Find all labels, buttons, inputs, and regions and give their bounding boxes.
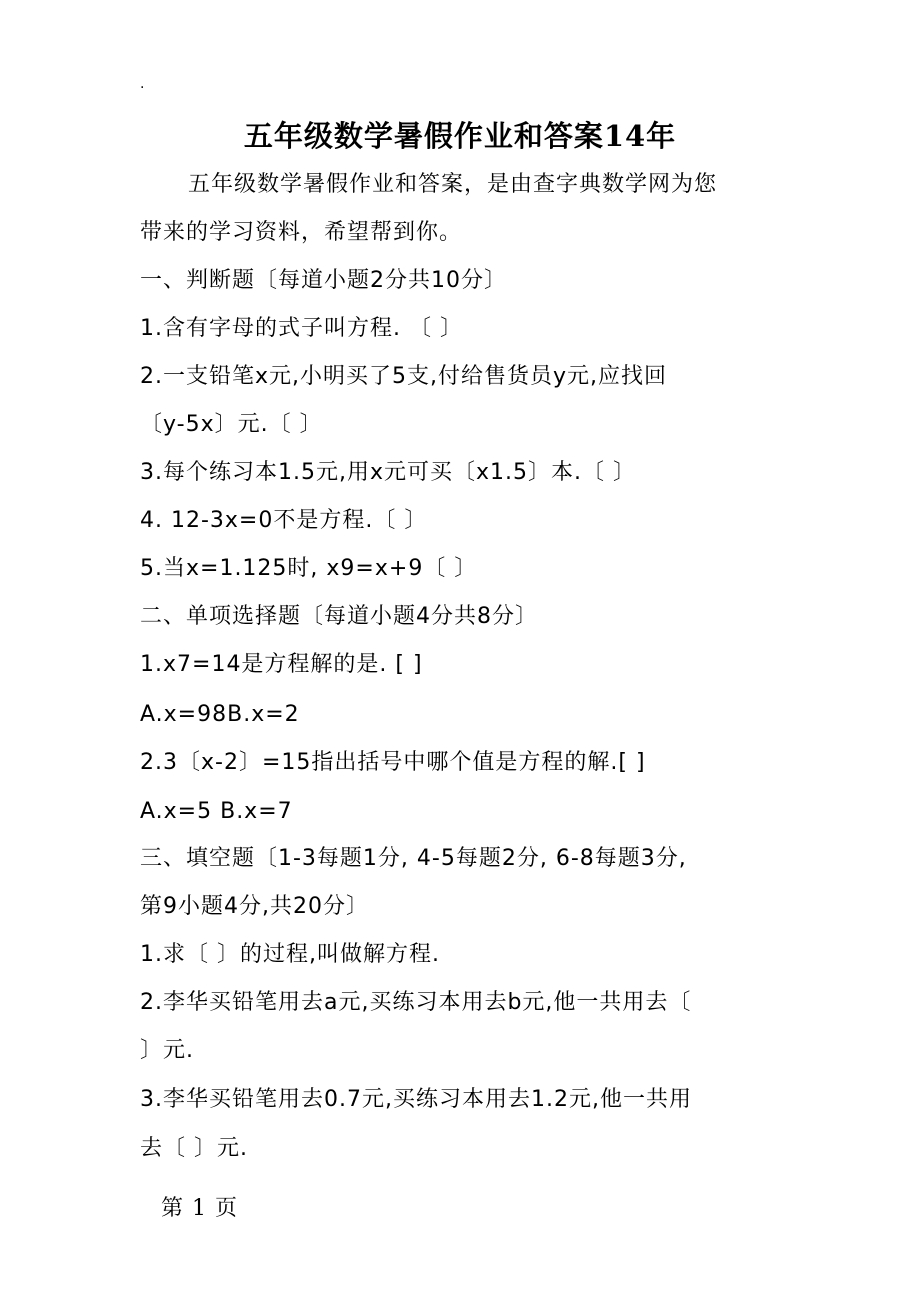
- question-line: 4. 12-3x=0不是方程.〔 〕: [140, 508, 428, 533]
- section-heading: 第9小题4分,共20分〕: [140, 894, 369, 919]
- intro-line: 带来的学习资料，希望帮到你。: [140, 220, 463, 245]
- question-line: 2.3〔x-2〕=15指出括号中哪个值是方程的解.[ ]: [140, 750, 646, 775]
- page-number: 第 1 页: [161, 1196, 238, 1221]
- question-line: 1.含有字母的式子叫方程. 〔 〕: [140, 316, 463, 341]
- section-heading: 三、填空题〔1-3每题1分, 4-5每题2分, 6-8每题3分,: [140, 846, 687, 871]
- question-line: 3.每个练习本1.5元,用x元可买〔x1.5〕本.〔 〕: [140, 460, 636, 485]
- question-line: 2.一支铅笔x元,小明买了5支,付给售货员y元,应找回: [140, 364, 668, 389]
- question-line: 2.李华买铅笔用去a元,买练习本用去b元,他一共用去〔: [140, 990, 692, 1015]
- section-heading: 一、判断题〔每道小题2分共10分〕: [140, 268, 507, 293]
- question-line: 5.当x=1.125时, x9=x+9〔 〕: [140, 556, 478, 581]
- header-mark: .: [140, 76, 145, 92]
- question-line: 1.求〔 〕的过程,叫做解方程.: [140, 942, 440, 967]
- question-line: 1.x7=14是方程解的是. [ ]: [140, 652, 423, 677]
- question-line: 〕元.: [140, 1038, 194, 1063]
- question-line: 〔y-5x〕元.〔 〕: [140, 412, 323, 437]
- answer-options: A.x=5 B.x=7: [140, 799, 293, 824]
- page-title: 五年级数学暑假作业和答案14年: [243, 119, 677, 153]
- answer-options: A.x=98B.x=2: [140, 702, 300, 727]
- intro-line: 五年级数学暑假作业和答案，是由查字典数学网为您: [188, 172, 718, 197]
- question-line: 3.李华买铅笔用去0.7元,买练习本用去1.2元,他一共用: [140, 1087, 692, 1112]
- section-heading: 二、单项选择题〔每道小题4分共8分〕: [140, 604, 538, 629]
- question-line: 去〔 〕元.: [140, 1136, 248, 1161]
